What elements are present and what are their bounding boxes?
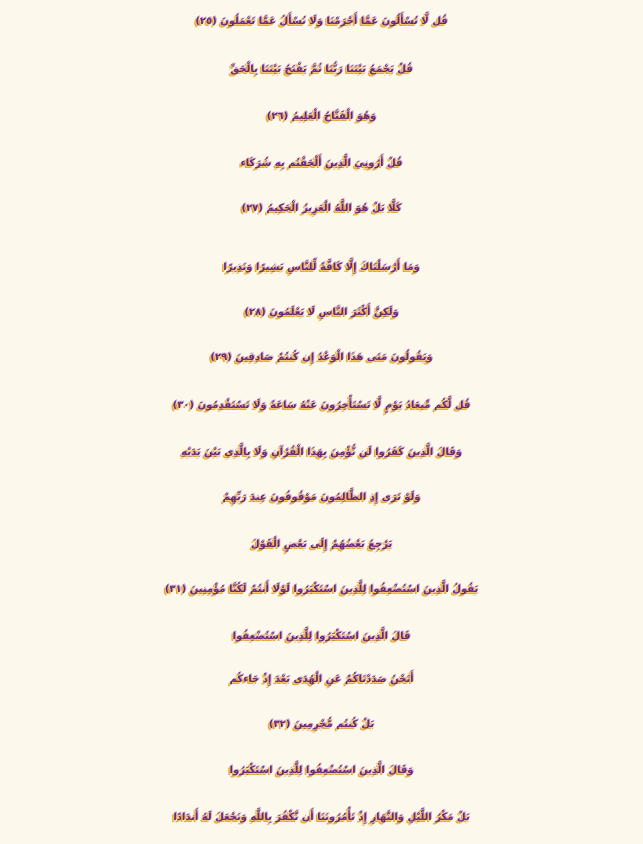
verse-line: وَقَالَ الَّذِينَ اسْتُضْعِفُوا لِلَّذِينَ اسْتَكْبَرُوا — [229, 765, 414, 776]
verse-line: وَلَوْ تَرَى إِذِ الظَّالِمُونَ مَوْقُوفُونَ عِندَ رَبِّهِمْ — [222, 492, 421, 503]
verse-line: وَلَكِنَّ أَكْثَرَ النَّاسِ لَا يَعْلَمُونَ (٢٨) — [244, 307, 399, 318]
verse-line: يَقُولُ الَّذِينَ اسْتُضْعِفُوا لِلَّذِينَ اسْتَكْبَرُوا لَوْلَا أَنتُمْ لَكُنَّا مُؤْمِنِينَ (٣١) — [164, 584, 479, 595]
verse-line: يَرْجِعُ بَعْضُهُمْ إِلَى بَعْضٍ الْقَوْلَ — [250, 539, 393, 550]
verse-line: قُلْ أَرُونِيَ الَّذِينَ أَلْحَقْتُم بِهِ شُرَكَاء — [240, 158, 403, 169]
verse-line: وَهُوَ الْفَتَّاحُ الْعَلِيمُ (٢٦) — [266, 111, 377, 122]
verse-line: وَيَقُولُونَ مَتَى هَذَا الْوَعْدُ إِن كُنتُمْ صَادِقِينَ (٢٩) — [210, 352, 433, 363]
verse-line: أَنَحْنُ صَدَدْنَاكُمْ عَنِ الْهُدَى بَعْدَ إِذْ جَاءكُم — [229, 674, 414, 685]
verse-line: قُل لَّا تُسْأَلُونَ عَمَّا أَجْرَمْنَا وَلَا نُسْأَلُ عَمَّا تَعْمَلُونَ (٢٥) — [195, 16, 448, 27]
verse-line: وَقَالَ الَّذِينَ كَفَرُوا لَن نُّؤْمِنَ بِهَذَا الْقُرْآنِ وَلَا بِالَّذِي بَيْنَ يَدَيْهِ — [181, 447, 462, 458]
verse-line: بَلْ كُنتُم مُّجْرِمِينَ (٣٢) — [268, 719, 375, 730]
verse-line: بَلْ مَكْرُ اللَّيْلِ وَالنَّهَارِ إِذْ تَأْمُرُونَنَا أَن نَّكْفُرَ بِاللَّهِ وَنَجْعَلَ لَهُ أَندَادًا — [173, 812, 470, 823]
verse-line: قُلْ يَجْمَعُ بَيْنَنَا رَبُّنَا ثُمَّ يَفْتَحُ بَيْنَنَا بِالْحَقِّ — [230, 64, 413, 75]
verse-line: قُل لَّكُم مِّيعَادُ يَوْمٍ لَّا تَسْتَأْخِرُونَ عَنْهُ سَاعَةً وَلَا تَسْتَقْدِمُونَ (٣٠) — [172, 400, 471, 411]
verse-line: قَالَ الَّذِينَ اسْتَكْبَرُوا لِلَّذِينَ اسْتُضْعِفُوا — [232, 631, 411, 642]
verse-line: كَلَّا بَلْ هُوَ اللَّهُ الْعَزِيزُ الْحَكِيمُ (٢٧) — [241, 203, 402, 214]
verse-line: وَمَا أَرْسَلْنَاكَ إِلَّا كَافَّةً لِّلنَّاسِ بَشِيرًا وَنَذِيرًا — [223, 262, 420, 273]
